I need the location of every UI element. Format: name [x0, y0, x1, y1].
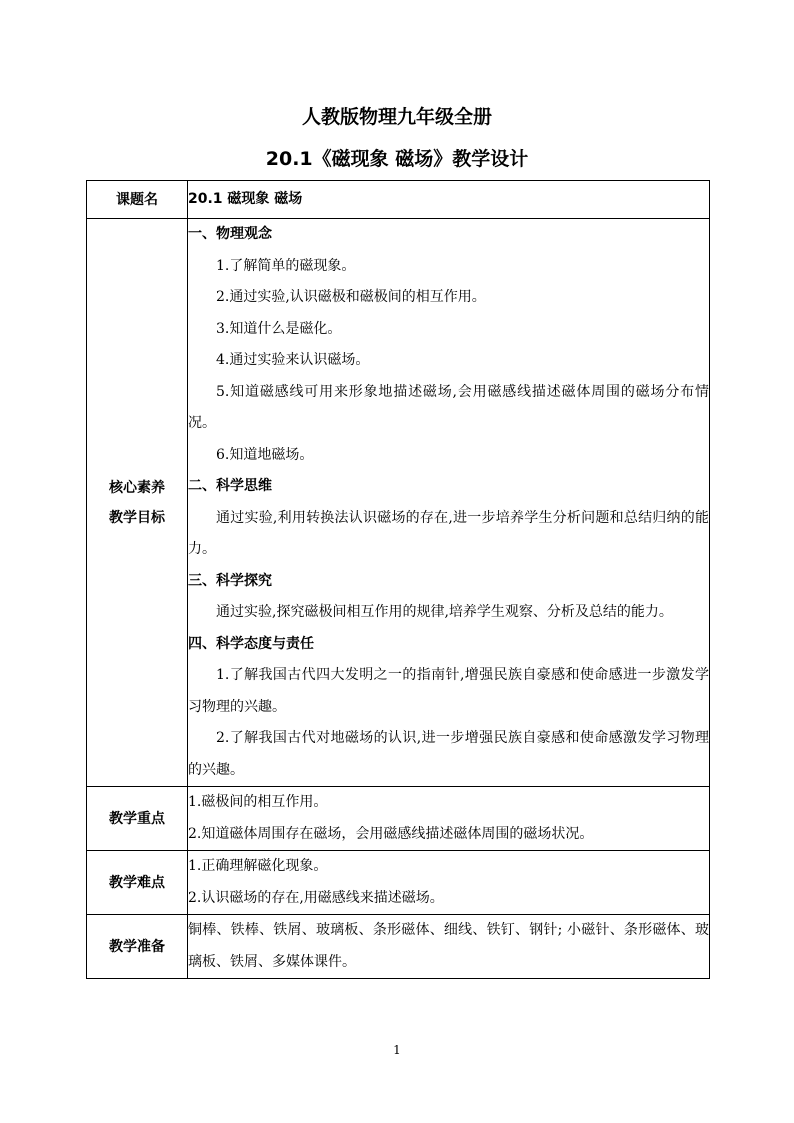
- topic-label: 课题名: [87, 181, 188, 219]
- objectives-label-line1: 核心素养: [109, 479, 165, 496]
- difficulty-item: 2.认识磁场的存在,用磁感线来描述磁场。: [188, 889, 444, 906]
- table-row-difficulties: [87, 851, 710, 915]
- difficulties-label: 教学难点: [87, 851, 188, 915]
- preparation-content: [188, 915, 710, 979]
- key-point-item: 1.磁极间的相互作用。: [188, 794, 328, 810]
- preparation-label: 教学准备: [87, 915, 188, 979]
- table-row-objectives: [87, 219, 710, 787]
- objective-item: 4.通过实验来认识磁场。: [216, 352, 370, 368]
- preparation-text: 铜棒、铁棒、铁屑、玻璃板、条形磁体、细线、铁钉、钢针; 小磁针、条形磁体、玻璃板、铁屑、多媒体课件。: [188, 922, 709, 970]
- table-row-topic: [87, 181, 710, 219]
- lesson-plan-table: [86, 180, 710, 979]
- table-row-key-points: [87, 787, 710, 851]
- section-heading-physics-concept: 一、物理观念: [188, 226, 272, 242]
- key-points-content: [188, 787, 710, 851]
- difficulties-content: [188, 851, 710, 915]
- objective-item: 2.通过实验,认识磁极和磁极间的相互作用。: [216, 289, 486, 305]
- section-heading-scientific-inquiry: 三、科学探究: [188, 572, 272, 589]
- objective-item: 5.知道磁感线可用来形象地描述磁场,会用磁感线描述磁体周围的磁场分布情况。: [188, 383, 709, 431]
- objective-item: 2.了解我国古代对地磁场的认识,进一步增强民族自豪感和使命感激发学习物理的兴趣。: [188, 730, 709, 778]
- objective-item: 3.知道什么是磁化。: [216, 320, 342, 337]
- objective-item: 1.了解简单的磁现象。: [216, 257, 356, 274]
- document-subtitle: 20.1《磁现象 磁场》教学设计: [265, 148, 529, 170]
- key-point-item: 2.知道磁体周围存在磁场，会用磁感线描述磁体周围的磁场状况。: [188, 825, 594, 842]
- objectives-label: [87, 219, 188, 787]
- objectives-label-line2: 教学目标: [109, 509, 165, 526]
- difficulty-item: 1.正确理解磁化现象。: [188, 858, 328, 874]
- table-row-preparation: [87, 915, 710, 979]
- topic-value: [188, 181, 710, 219]
- objective-paragraph: 通过实验,探究磁极间相互作用的规律,培养学生观察、分析及总结的能力。: [216, 604, 673, 620]
- objective-item: 1.了解我国古代四大发明之一的指南针,增强民族自豪感和使命感进一步激发学习物理的兴趣。: [188, 667, 709, 715]
- document-title: 人教版物理九年级全册: [301, 106, 492, 128]
- objectives-content: [188, 219, 710, 787]
- page-number: 1: [393, 1043, 401, 1057]
- objective-paragraph: 通过实验,利用转换法认识磁场的存在,进一步培养学生分析问题和总结归纳的能力。: [188, 509, 709, 557]
- section-heading-scientific-thinking: 二、科学思维: [188, 478, 272, 494]
- objective-item: 6.知道地磁场。: [216, 446, 314, 463]
- topic-text: 20.1 磁现象 磁场: [188, 190, 303, 207]
- section-heading-attitude-responsibility: 四、科学态度与责任: [188, 635, 314, 652]
- key-points-label: 教学重点: [87, 787, 188, 851]
